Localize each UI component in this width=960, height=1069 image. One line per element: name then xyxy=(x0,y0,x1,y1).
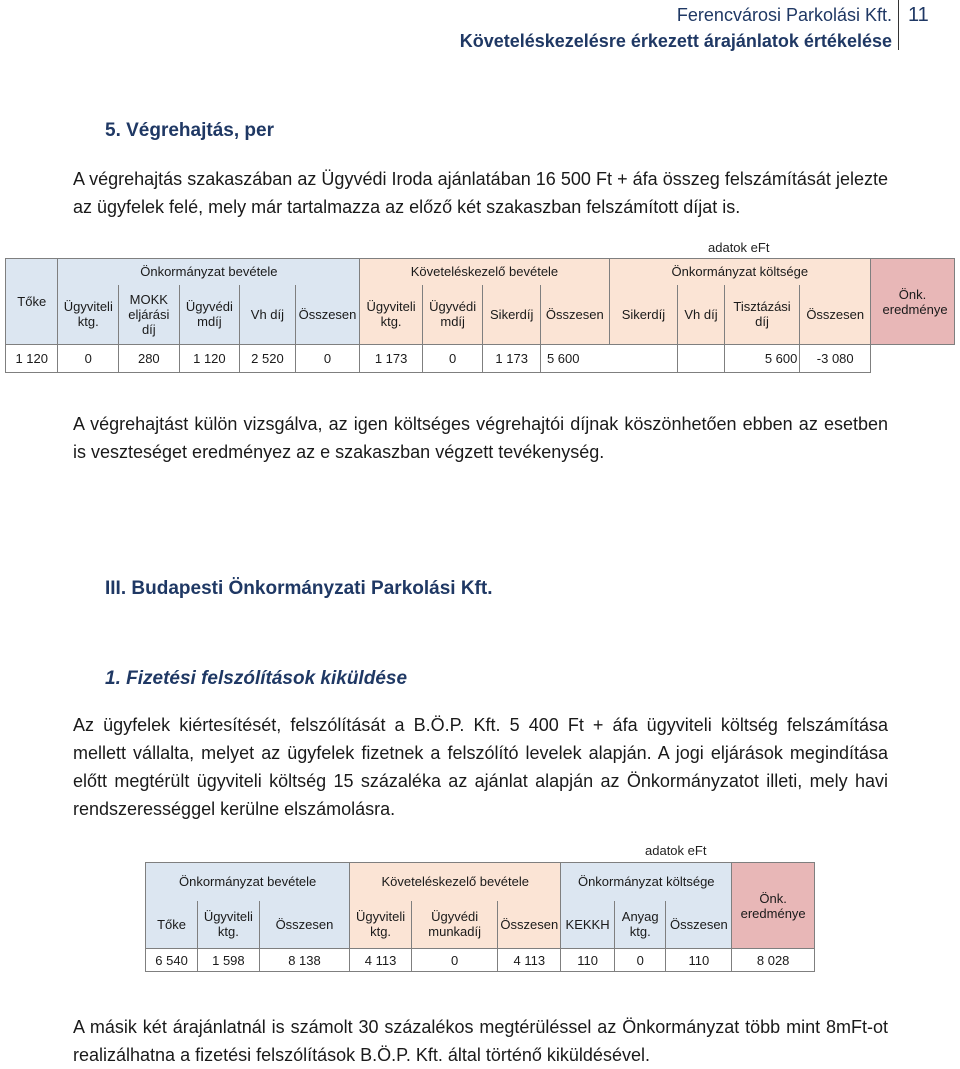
table-cell: 110 xyxy=(666,949,732,972)
col-ugyvedi-munkadij: Ügyvédi munkadíj xyxy=(411,901,498,949)
table-cell: 8 138 xyxy=(259,949,350,972)
col-osszesen: Összesen xyxy=(295,285,360,345)
col-onk-eredmenye xyxy=(732,863,815,949)
group-kovetel-bevetel: Követeléskezelő bevétele xyxy=(350,863,561,901)
header-doc-title: Követeléskezelésre érkezett árajánlatok értékelése xyxy=(459,31,892,51)
col-onk-eredmenye-label: Önk. eredménye xyxy=(740,890,806,921)
col-vhdij: Vh díj xyxy=(240,285,296,345)
section-5-heading: 5. Végrehajtás, per xyxy=(105,120,274,141)
group-onk-bevetel: Önkormányzat bevétele xyxy=(146,863,350,901)
table-cell: 1 120 xyxy=(6,345,58,373)
subsection-1-heading: 1. Fizetési felszólítások kiküldése xyxy=(105,668,408,689)
table-cell: 6 540 xyxy=(146,949,198,972)
col-osszesen: Összesen xyxy=(800,285,871,345)
group-onk-bevetel: Önkormányzat bevétele xyxy=(58,259,360,285)
final-paragraph: A másik két árajánlatnál is számolt 30 százalékos megtérüléssel az Önkormányzat több mint 8mFt-ot realizálhatna a fizetési felszólítások B.Ö.P. Kft. által történő kiküldésével. xyxy=(73,1017,888,1065)
table-cell: 110 xyxy=(561,949,615,972)
col-ugyviteli: Ügyviteli ktg. xyxy=(58,285,119,345)
table-cell: 0 xyxy=(422,345,483,373)
col-onk-eredmenye xyxy=(871,259,955,345)
group-kovetel-bevetel: Követeléskezelő bevétele xyxy=(360,259,609,285)
col-mokk: MOKK eljárási díj xyxy=(119,285,180,345)
col-osszesen: Összesen xyxy=(498,901,561,949)
subsection-1-paragraph: Az ügyfelek kiértesítését, felszólítását a B.Ö.P. Kft. 5 400 Ft + áfa ügyviteli költség felszámítása mellett vállalta, melyet az ügyfelek fizetnek a felszólító levelek alapján. A jogi eljárások megindítása előtt megtérült ügyviteli költség 15 százaléka az ajánlat alapján az Önkormányzatot illeti, mely havi rendszerességgel kerülne elszámolásra. xyxy=(73,715,888,819)
page-header xyxy=(460,2,892,54)
table-cell: 280 xyxy=(119,345,180,373)
col-ugyviteli: Ügyviteli ktg. xyxy=(360,285,423,345)
col-tisztazasi: Tisztázási díj xyxy=(724,285,800,345)
col-ugyviteli: Ügyviteli ktg. xyxy=(198,901,260,949)
col-anyag: Anyag ktg. xyxy=(614,901,666,949)
col-sikerdij: Sikerdíj xyxy=(483,285,541,345)
col-osszesen: Összesen xyxy=(666,901,732,949)
table-row xyxy=(146,949,815,972)
table-cell: -3 080 xyxy=(800,345,871,373)
col-sikerdij: Sikerdíj xyxy=(609,285,678,345)
table-cell: 1 173 xyxy=(483,345,541,373)
table-cell: 1 120 xyxy=(179,345,240,373)
table-cell: 8 028 xyxy=(732,949,815,972)
table-row xyxy=(6,345,955,373)
group-onk-koltseg: Önkormányzat költsége xyxy=(561,863,732,901)
table-cell: 1 598 xyxy=(198,949,260,972)
table-cell: 1 173 xyxy=(360,345,423,373)
table1-unit-label: adatok eFt xyxy=(708,240,770,255)
col-toke: Tőke xyxy=(146,901,198,949)
table-cell: 5 600 xyxy=(724,345,800,373)
table-cell: 0 xyxy=(411,949,498,972)
table-cell: 0 xyxy=(295,345,360,373)
col-osszesen: Összesen xyxy=(540,285,609,345)
table-cell: 4 113 xyxy=(350,949,412,972)
section-5-conclusion: A végrehajtást külön vizsgálva, az igen költséges végrehajtói díjnak köszönhetően ebben az esetben is veszteséget eredményez az e szakaszban végzett tevékenység. xyxy=(73,414,888,462)
table-cell: 4 113 xyxy=(498,949,561,972)
table-cell xyxy=(678,345,724,373)
header-company: Ferencvárosi Parkolási Kft. xyxy=(676,5,892,25)
col-ugyvedi: Ügyvédi mdíj xyxy=(179,285,240,345)
section-iii-heading: III. Budapesti Önkormányzati Parkolási Kft. xyxy=(105,578,493,599)
page-number: 11 xyxy=(898,0,948,50)
col-osszesen: Összesen xyxy=(259,901,350,949)
table-cell: 0 xyxy=(614,949,666,972)
col-ugyviteli: Ügyviteli ktg. xyxy=(350,901,412,949)
table-cell: 0 xyxy=(58,345,119,373)
table-cell: 2 520 xyxy=(240,345,296,373)
col-onk-eredmenye-label: Önk. eredménye xyxy=(882,286,948,317)
table-cell: 5 600 xyxy=(540,345,677,373)
table-payment-notices xyxy=(145,862,815,972)
col-ugyvedi: Ügyvédi mdíj xyxy=(422,285,483,345)
section-5-paragraph: A végrehajtás szakaszában az Ügyvédi Iroda ajánlatában 16 500 Ft + áfa összeg felszámítását jelezte az ügyfelek felé, mely már tartalmazza az előző két szakaszban felszámított díjat is. xyxy=(73,169,888,217)
col-kekkh: KEKKH xyxy=(561,901,615,949)
col-vhdij: Vh díj xyxy=(678,285,724,345)
table-execution-costs xyxy=(5,258,955,373)
group-onk-koltseg: Önkormányzat költsége xyxy=(609,259,870,285)
col-toke: Tőke xyxy=(6,259,58,345)
table2-unit-label: adatok eFt xyxy=(645,843,707,858)
